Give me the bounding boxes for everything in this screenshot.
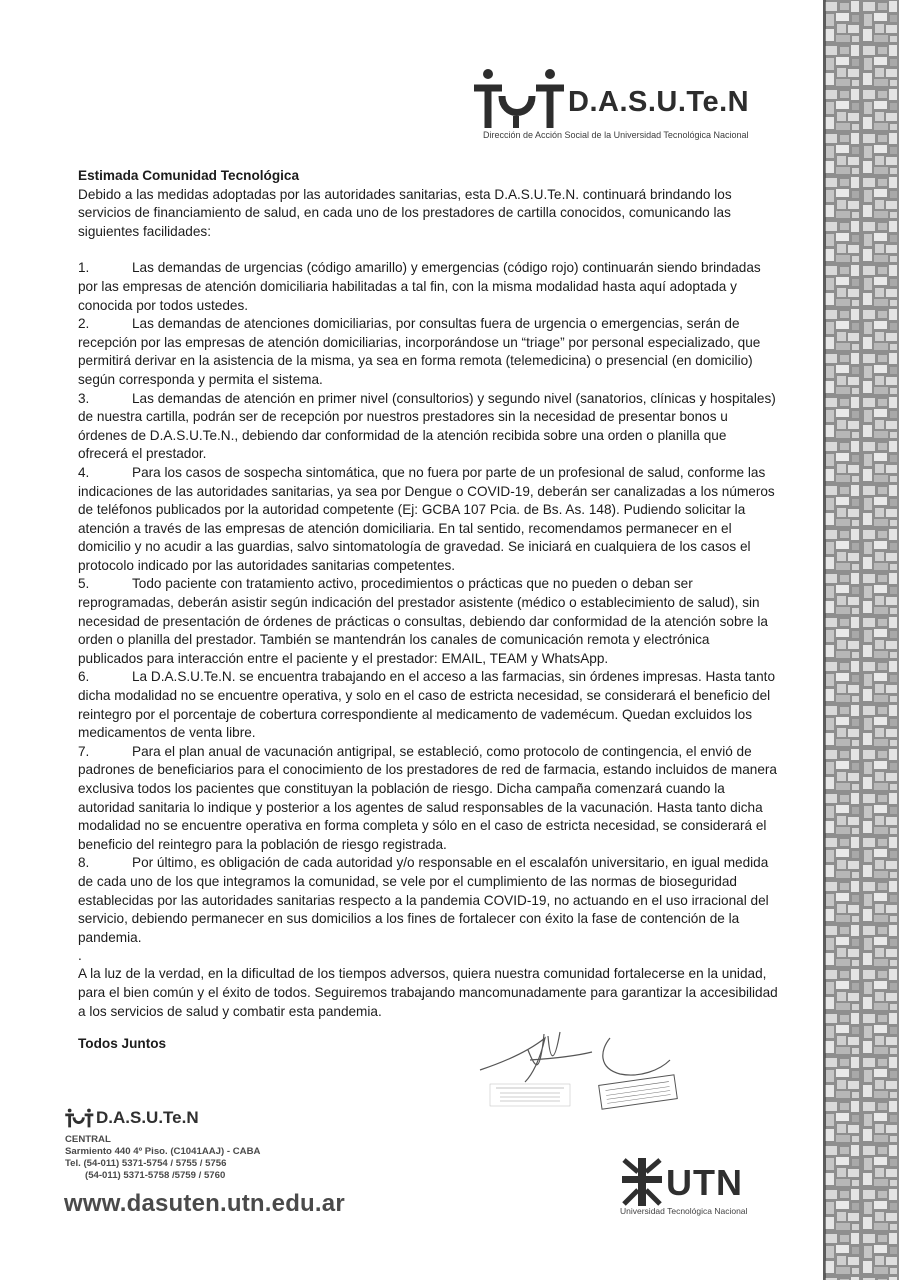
- utn-subtitle: Universidad Tecnológica Nacional: [620, 1206, 748, 1216]
- footer-office: CENTRAL: [65, 1134, 111, 1145]
- item-text: Para el plan anual de vacunación antigripal, se estableció, como protocolo de contingencia, el envió de padrones de beneficiarios para el conocimiento de los prestadores de red de farmacia, estando incluidos de manera exclusiva todos los pacientes que constituyan la población de riesgo. Dicha campaña comenzará cuando la autoridad sanitaria lo indique y posterior a los agentes de salud responsables de la vacunación. Hasta tanto dicha modalidad no se encuentre operativa en forma completa y sólo en el caso de estricta necesidad, se considerará el beneficio del reintegro para la población de riesgo registrada.: [78, 743, 777, 852]
- signatures: [470, 1030, 700, 1110]
- header-brand-subtitle: Dirección de Acción Social de la Universidad Tecnológica Nacional: [483, 130, 749, 140]
- footer-address: Sarmiento 440 4º Piso. (C1041AAJ) - CABA: [65, 1146, 261, 1157]
- footer-contact: [65, 1134, 260, 1182]
- closing-paragraph: A la luz de la verdad, en la dificultad de los tiempos adversos, quiera nuestra comunidad fortalecerse en la unidad, para el bien común y el éxito de todos. Seguiremos trabajando mancomunadamente para garantizar la accesibilidad a los servicios de salud y combatir esta pandemia.: [78, 966, 778, 1019]
- decorative-page-edge: [823, 0, 899, 1280]
- letter-body: [78, 167, 778, 1054]
- list-item: [78, 575, 778, 668]
- list-item: [78, 390, 778, 464]
- dasuten-header-logo: [470, 62, 760, 144]
- list-item: [78, 743, 778, 855]
- item-text: Las demandas de atenciones domiciliarias, por consultas fuera de urgencia o emergencias, serán de recepción por las empresas de atención domiciliarias, incorporándose un “triage” por personal especializado, que permitirá derivar en la asistencia de la misma, ya sea en forma remota (telemedicina) o presencial (en domicilio) según corresponda y permita el sistema.: [78, 316, 761, 387]
- list-item: [78, 464, 778, 576]
- website-link[interactable]: www.dasuten.utn.edu.ar: [64, 1190, 345, 1217]
- utn-logo: [620, 1156, 750, 1218]
- header-brand-name: D.A.S.U.Te.N: [568, 86, 750, 118]
- dasuten-emblem-icon: [470, 66, 566, 130]
- item-number: 6.: [78, 669, 90, 685]
- stray-dot: .: [78, 948, 82, 964]
- item-number: 8.: [78, 855, 90, 871]
- item-number: 5.: [78, 576, 90, 592]
- item-text: Todo paciente con tratamiento activo, procedimientos o prácticas que no pueden o deban ser reprogramadas, deberán asistir según indicación del prestador asistente (médico o establecimiento de salud), sin necesidad de presentación de órdenes de prácticas o consultas, debiendo dar conformidad de la atención sobre la orden o planilla del prestador. También se mantendrán los canales de comunicación remota y electrónica publicados para interacción entre el paciente y el prestador: EMAIL, TEAM y WhatsApp.: [78, 576, 768, 666]
- item-number: 1.: [78, 260, 90, 276]
- intro-paragraph: Debido a las medidas adoptadas por las autoridades sanitarias, esta D.A.S.U.Te.N. continuará brindando los servicios de financiamiento de salud, en cada uno de los prestadores de cartilla conocidos, comunicando las siguientes facilidades:: [78, 186, 732, 239]
- item-text: Las demandas de urgencias (código amarillo) y emergencias (código rojo) continuarán siendo brindadas por las empresas de atención domiciliaria habilitadas a tal fin, con la misma modalidad hasta aquí adoptada y conocida por todos ustedes.: [78, 260, 761, 313]
- salutation: Estimada Comunidad Tecnológica: [78, 168, 300, 183]
- item-text: Las demandas de atención en primer nivel (consultorios) y segundo nivel (sanatorios, clínicas y hospitales) de nuestra cartilla, podrán ser de recepción por nuestros prestadores sin la necesidad de presentar bonos u órdenes de D.A.S.U.Te.N., debiendo dar conformidad de la atención recibida sobre una orden o planilla que ofrecerá el prestador.: [78, 390, 776, 462]
- list-item: [78, 259, 778, 315]
- list-item: [78, 315, 778, 389]
- utn-name: UTN: [666, 1162, 743, 1203]
- signature-stamps-icon: [470, 1030, 700, 1110]
- list-item: [78, 668, 778, 742]
- stone-pattern: [823, 0, 899, 1280]
- utn-emblem-icon: [622, 1158, 662, 1206]
- item-text: Para los casos de sospecha sintomática, que no fuera por parte de un profesional de salud, conforme las indicaciones de las autoridades sanitarias, ya sea por Dengue o COVID-19, deberán ser canalizadas a los números de teléfonos publicados por la autoridad competente (Ej: GCBA 107 Pcia. de Bs. As. 148). Pudiendo solicitar la atención a través de las empresas de atención domiciliaria. En tal sentido, recomendamos permanecer en el domicilio y no acudir a las guardias, salvo sintomatología de gravedad. Se iniciará en cualquiera de los casos el protocolo indicado por las autoridades sanitarias competentes.: [78, 464, 775, 573]
- footer-phone: Tel. (54-011) 5371-5754 / 5755 / 5756: [65, 1158, 227, 1169]
- list-item: [78, 854, 778, 947]
- item-number: 4.: [78, 464, 90, 480]
- item-number: 3.: [78, 390, 90, 406]
- footer-brand-name: D.A.S.U.Te.N: [96, 1108, 199, 1127]
- item-text: Por último, es obligación de cada autoridad y/o responsable en el escalafón universitario, en igual medida de cada uno de los que integramos la comunidad, se vele por el cumplimiento de las normas de bioseguridad establecidas por las autoridades sanitarias respecto a la pandemia COVID-19, no actuando en el uso irracional del servicio, debiendo permanecer en sus domicilios a los fines de fortalecer con éxito la fase de contención de la pandemia.: [78, 855, 769, 945]
- item-number: 2.: [78, 316, 90, 332]
- footer-dasuten-logo: [64, 1100, 284, 1134]
- item-number: 7.: [78, 743, 90, 759]
- dasuten-emblem-icon: [64, 1104, 94, 1132]
- item-text: La D.A.S.U.Te.N. se encuentra trabajando en el acceso a las farmacias, sin órdenes impresas. Hasta tanto dicha modalidad no se encuentre operativa, y solo en el caso de estricta necesidad, se considerará el beneficio del reintegro por el porcentaje de cobertura correspondiente al medicamento de vademécum. Quedan excluidos los medicamentos de venta libre.: [78, 669, 776, 741]
- signoff: Todos Juntos: [78, 1036, 167, 1052]
- footer-phone-2: (54-011) 5371-5758 /5759 / 5760: [85, 1170, 226, 1181]
